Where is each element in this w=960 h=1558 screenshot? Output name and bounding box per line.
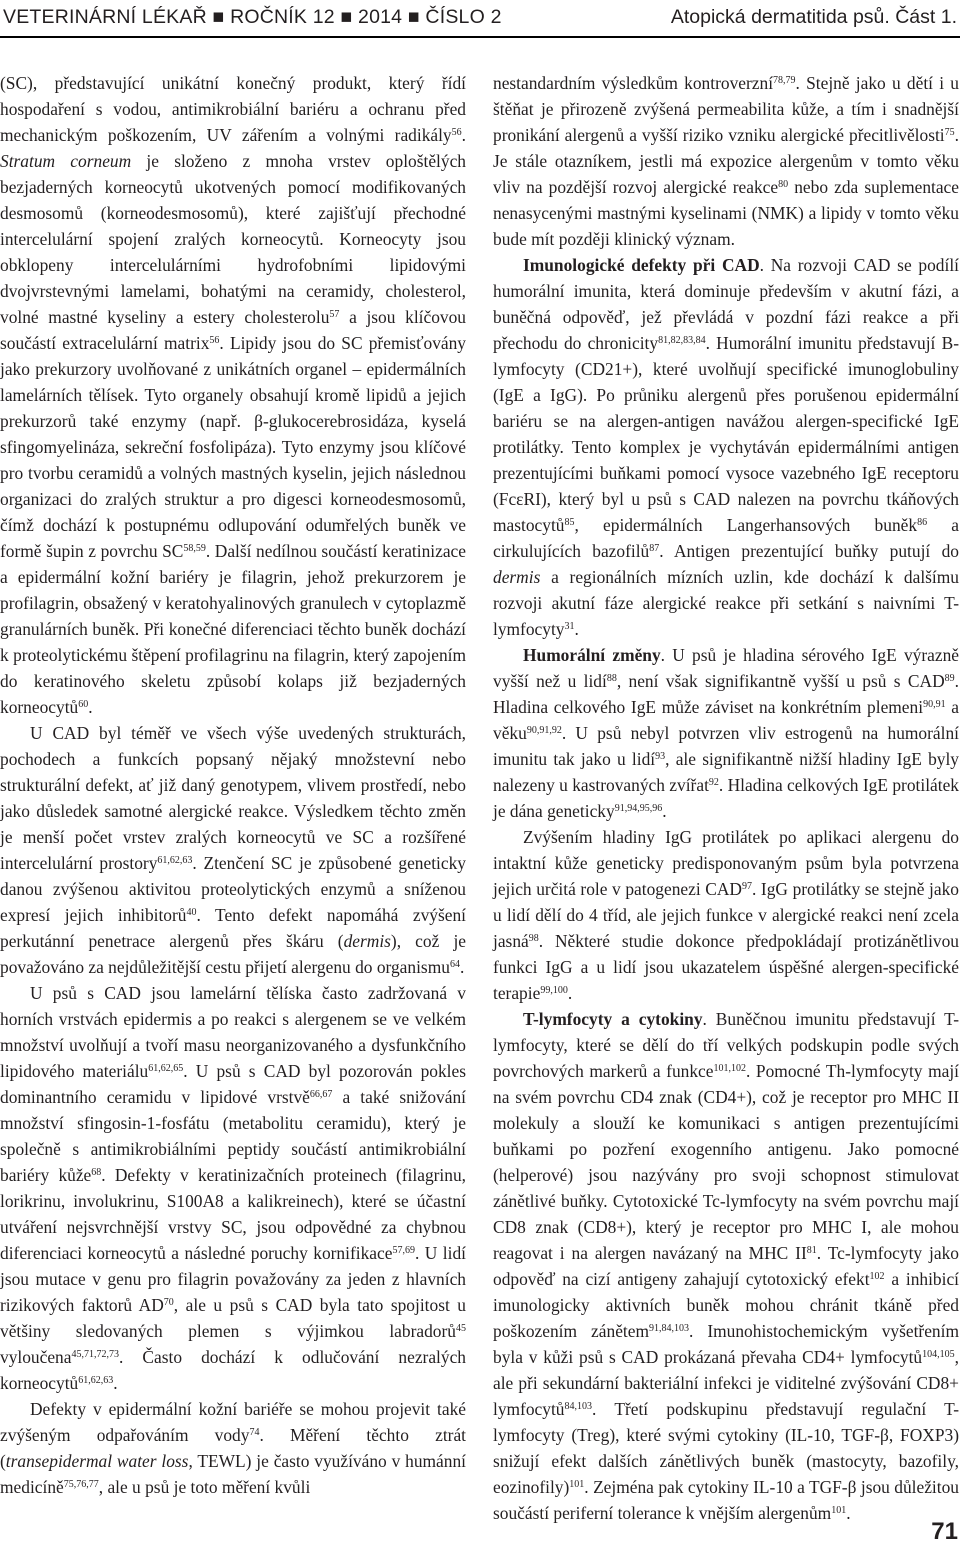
right-column — [493, 70, 959, 1526]
section-heading: T-lymfocyty a cytokiny — [523, 1009, 703, 1029]
journal-header: VETERINÁRNÍ LÉKAŘ ■ ROČNÍK 12 ■ 2014 ■ ČÍSLO 2 — [3, 6, 502, 28]
running-header — [0, 0, 960, 38]
paragraph: Imunologické defekty při CAD. Na rozvoji CAD se podílí humorální imunita, která dominuje především v akutní fázi, a buněčná odpověď, jež převládá v pozdní fázi reakce a při přechodu do chronicity$^{81,82,83,84}$. Humorální imunitu představují B-lymfocyty (CD21+), které uvolňují specifické imunoglobuliny (IgE a IgG). Po průniku alergenů přes porušenou epidermální bariéru se na alergen-antigen navážou alergen-specifické IgE protilátky. Tento komplex je vychytáván epidermálními antigen prezentujícími buňkami pomocí vysoce vazebného IgE receptoru (FcεRI), který byl u psů s CAD nalezen na povrchu tkáňových mastocytů$^{85}$, epidermálních Langerhansových buněk$^{86}$ a cirkulujících bazofilů$^{87}$. Antigen prezentující buňky putují do dermis a regionálních mízních uzlin, kde dochází k dalšímu rozvoji akutní fáze alergické reakce při setkání s naivními T-lymfocyty$^{31}$. — [493, 255, 959, 639]
paragraph: U psů s CAD jsou lamelární tělíska často zadržovaná v horních vrstvách epidermis a po reakci s alergenem se ve velkém množství uvolňují a tvoří masu neorganizovaného a dysfunkčního lipidového materiálu$^{61,62,65}$. U psů s CAD byl pozorován pokles dominantního ceramidu v lipidové vrstvě$^{66,67}$ a také snižování množství sfingosin-1-fosfátu (metabolitu ceramidu), který je společně s antimikrobiálními peptidy součástí antimikrobiální bariéry kůže$^{68}$. Defekty v keratinizačních proteinech (filagrinu, lorikrinu, involukrinu, S100A8 a kalikreinech), které se účastní utváření nejsvrchnější vrstvy SC, jsou odpovědné za chybnou diferenciaci korneocytů a následné poruchy kornifikace$^{57,69}$. U lidí jsou mutace v genu pro filagrin považovány za jeden z hlavních rizikových faktorů AD$^{70}$, ale u psů s CAD byla tato spojitost u většiny sledovaných plemen s výjimkou labradorů$^{45}$ vyloučena$^{45,71,72,73}$. Často dochází k odlučování nezralých korneocytů$^{61,62,63}$. — [0, 983, 467, 1393]
paragraph: T-lymfocyty a cytokiny. Buněčnou imunitu představují T-lymfocyty, které se dělí do tří velkých podskupin podle svých povrchových markerů a funkce$^{101,102}$. Pomocné Th-lymfocyty mají na svém povrchu CD4 znak (CD4+), což je receptor pro MHC II molekuly a slouží ke komunikaci s antigen prezentujícími buňkami po pozření exogenního antigenu. Jako pomocné (helperové) jsou nazývány pro svoji schopnost stimulovat zánětlivé buňky. Cytotoxické Tc-lymfocyty na svém povrchu mají CD8 znak (CD8+), který je receptor pro MHC I, ale mohou reagovat i na alergen navázaný na MHC II$^{81}$. Tc-lymfocyty jako odpověď na cizí antigeny zahajují cytotoxický efekt$^{102}$ a inhibicí imunologicky aktivních buněk mohou chránit tkáně před poškozením zánětem$^{91,84,103}$. Imunohistochemickým vyšetřením byla v kůži psů s CAD prokázaná převaha CD4+ lymfocytů$^{104,105}$, ale při sekundární bakteriální infekci je viditelné zvýšování CD8+ lymfocytů$^{84,103}$. Třetí podskupinu představují regulační T-lymfocyty (Treg), které svými cytokiny (IL-10, TGF-β, FOXP3) snižují efekt dalších zánětlivých buněk (mastocyty, bazofily, eozinofily)$^{101}$. Zejména pak cytokiny IL-10 a TGF-β jsou důležitou součástí periferní tolerance k vnějším alergenům$^{101}$. — [493, 1009, 959, 1523]
paragraph: U CAD byl téměř ve všech výše uvedených strukturách, pochodech a funkcích popsaný nějaký množstevní nebo strukturální defekt, ať již daný genotypem, vlivem prostředí, nebo jako důsledek samotné alergické reakce. Výsledkem těchto změn je menší počet vrstev zralých korneocytů ve SC a rozšířené intercelulární prostory$^{61,62,63}$. Ztenčení SC je způsobené geneticky danou zvýšenou aktivitou proteolytických enzymů a sníženou expresí jejich inhibitorů$^{40}$. Tento defekt napomáhá zvýšení perkutánní penetrace alergenů přes škáru (dermis), což je považováno za nejdůležitější cestu přijetí alergenu do organismu$^{64}$. — [0, 723, 467, 977]
paragraph: nestandardním výsledkům kontroverzní$^{78,79}$. Stejně jako u dětí i u štěňat je přirozeně zvýšená permeabilita kůže, a tím i snadnější pronikání alergenů a vyšší riziko vzniku alergické přecitlivělosti$^{75}$. Je stále otazníkem, jestli má expozice alergenům v tomto věku vliv na pozdější rozvoj alergické reakce$^{80}$ nebo zda suplementace nenasycenými mastnými kyselinami (NMK) a lipidy v tomto věku bude mít později klinický význam. — [493, 73, 959, 249]
paragraph: Zvýšením hladiny IgG protilátek po aplikaci alergenu do intaktní kůže geneticky predisponovaným psům byla potvrzena jejich určitá role v patogenezi CAD$^{97}$. IgG protilátky se stejně jako u lidí dělí do 4 tříd, ale jejich funkce v alergické reakci není zcela jasná$^{98}$. Některé studie dokonce předpokládají protizánětlivou funkci IgG a u lidí jsou ukazatelem úspěšné alergen-specifické terapie$^{99,100}$. — [493, 827, 959, 1003]
paragraph: Defekty v epidermální kožní bariéře se mohou projevit také zvýšeným odpařováním vody$^{74}$. Měření těchto ztrát (transepidermal water loss, TEWL) je často využíváno v humánní medicíně$^{75,76,77}$, ale u psů je toto měření kvůli — [0, 1399, 466, 1497]
left-column — [0, 70, 466, 1500]
paragraph: (SC), představující unikátní konečný produkt, který řídí hospodaření s vodou, antimikrobiální bariéru a ochranu před mechanickým poškozením, UV zářením a volnými radikály$^{56}$. Stratum corneum je složeno z mnoha vrstev oploštělých bezjaderných korneocytů ukotvených pomocí modifikovaných desmosomů (korneodesmosomů), které zajišťují přechodné intercelulární spojení zralých korneocytů. Korneocyty jsou obklopeny intercelulárními hydrofobními lipidovými dvojvrstevnými lamelami, bohatými na ceramidy, cholesterol, volné mastné kyseliny a estery cholesterolu$^{57}$ a jsou klíčovou součástí extracelulární matrix$^{56}$. Lipidy jsou do SC přemisťovány jako prekurzory uvolňované z unikátních organel – epidermálních lamelárních tělísek. Tyto organely obsahují kromě lipidů a jejich prekurzorů také enzymy (např. β-glukocerebrosidáza, kyselá sfingomyelináza, sekreční fosfolipáza). Tyto enzymy jsou klíčové pro tvorbu ceramidů a volných mastných kyselin, jejich následnou organizaci do zralých struktur a pro digesci korneodesmosomů, čímž dochází k postupnému odlupování odumřelých buněk ve formě šupin z povrchu SC$^{58,59}$. Další nedílnou součástí keratinizace a epidermální kožní bariéry je filagrin, jehož prekurzorem je profilagrin, obsažený v keratohyalinových granulech v cytoplazmě granulárních buněk. Při konečné diferenciaci těchto buněk dochází k proteolytickému štěpení profilagrinu na filagrin, který zapojením do keratinového skeletu způsobí kolaps již bezjaderných korneocytů$^{60}$. — [0, 73, 466, 717]
article-header: Atopická dermatitida psů. Část 1. — [670, 6, 957, 28]
page-number: 71 — [931, 1518, 958, 1545]
section-heading: Imunologické defekty při CAD — [523, 255, 760, 275]
paragraph: Humorální změny. U psů je hladina sérového IgE výrazně vyšší než u lidí$^{88}$, není však signifikantně vyšší u psů s CAD$^{89}$. Hladina celkového IgE může záviset na konkrétním plemeni$^{90,91}$ a věku$^{90,91,92}$. U psů nebyl potvrzen vliv estrogenů na humorální imunitu tak jako u lidí$^{93}$, ale signifikantně nižší hladiny IgE byly nalezeny u kastrovaných zvířat$^{92}$. Hladina celkových IgE protilátek je dána geneticky$^{91,94,95,96}$. — [493, 645, 959, 821]
section-heading: Humorální změny — [523, 645, 661, 665]
